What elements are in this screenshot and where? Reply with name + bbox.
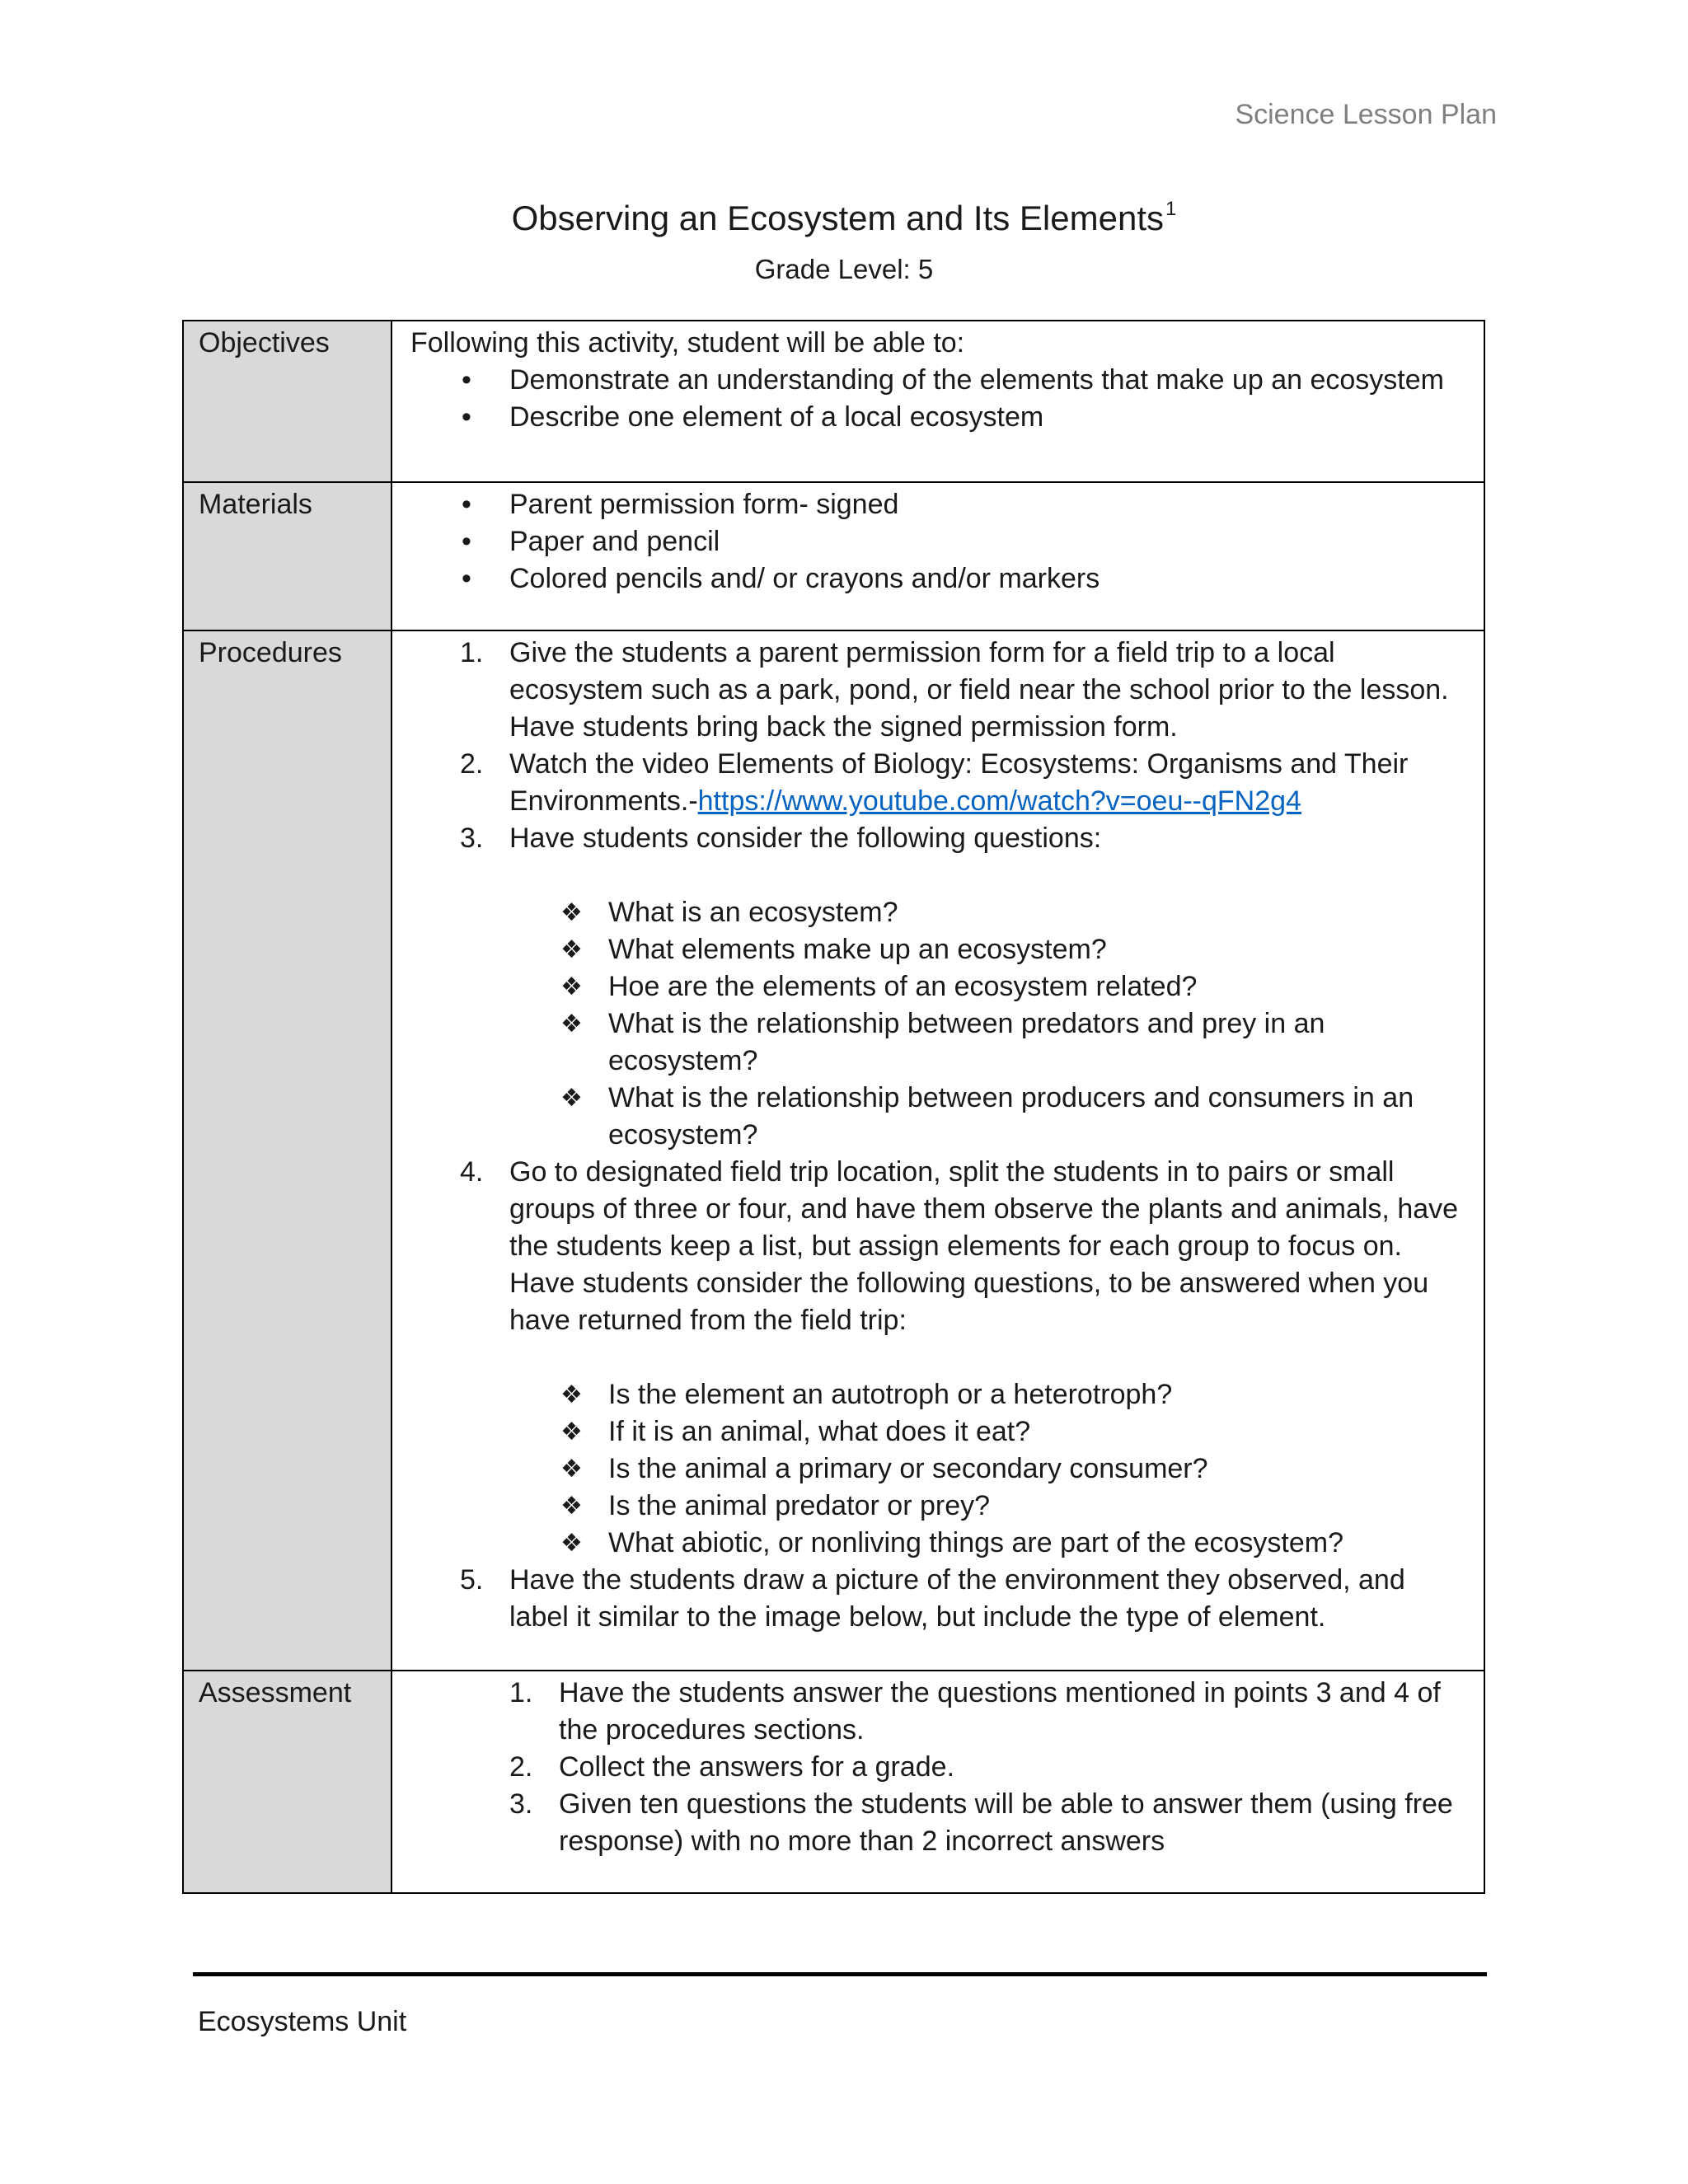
question-text: Is the animal predator or prey?	[608, 1490, 991, 1521]
diamond-bullet-icon: ❖	[560, 1085, 583, 1112]
diamond-bullet-icon: ❖	[560, 1493, 583, 1520]
question-item	[509, 1525, 1465, 1562]
procedure-step	[410, 820, 1465, 1154]
footnote-mark: 1	[1165, 198, 1177, 220]
question-item	[509, 1080, 1465, 1154]
running-footer: Ecosystems Unit	[198, 2006, 407, 2037]
list-item-text: Paper and pencil	[509, 526, 720, 557]
question-item	[509, 1005, 1465, 1080]
procedures-list	[410, 635, 1465, 1636]
objectives-row	[183, 321, 1484, 482]
question-text: What abiotic, or nonliving things are part of the ecosystem?	[608, 1527, 1344, 1558]
question-text: Is the animal a primary or secondary consumer?	[608, 1453, 1208, 1484]
step-number: 1.	[460, 637, 484, 668]
question-item	[509, 1376, 1465, 1413]
step-number: 3.	[460, 823, 484, 854]
step-number: 5.	[460, 1564, 484, 1596]
diamond-bullet-icon: ❖	[560, 973, 583, 1001]
diamond-bullet-icon: ❖	[560, 899, 583, 926]
running-header: Science Lesson Plan	[1235, 99, 1497, 130]
objectives-intro: Following this activity, student will be able to:	[410, 327, 965, 359]
bullet-dot: •	[462, 563, 471, 594]
bullet-dot: •	[462, 526, 471, 557]
assessment-step	[410, 1749, 1465, 1786]
objectives-list	[410, 362, 1465, 436]
question-item	[509, 1488, 1465, 1525]
assessment-row	[183, 1671, 1484, 1893]
procedure-step	[410, 1154, 1465, 1562]
question-item	[509, 931, 1465, 968]
assessment-label: Assessment	[183, 1671, 392, 1893]
list-item-text: Colored pencils and/ or crayons and/or markers	[509, 563, 1100, 594]
step-text: Have the students answer the questions mentioned in points 3 and 4 of the procedures sections.	[559, 1677, 1441, 1746]
diamond-bullet-icon: ❖	[560, 936, 583, 963]
step-text: Collect the answers for a grade.	[559, 1751, 955, 1783]
diamond-bullet-icon: ❖	[560, 1530, 583, 1557]
step-number: 2.	[509, 1751, 533, 1783]
step-text: Give the students a parent permission form for a field trip to a local ecosystem such as a park, pond, or field near the school prior to the lesson. Have students bring back the signed permission form.	[509, 637, 1449, 743]
procedure-step	[410, 746, 1465, 820]
question-item	[509, 968, 1465, 1005]
video-link[interactable]: https://www.youtube.com/watch?v=oeu--qFN2g4	[697, 785, 1301, 817]
diamond-bullet-icon: ❖	[560, 1010, 583, 1038]
step-number: 1.	[509, 1677, 533, 1708]
question-list	[509, 894, 1465, 1154]
procedure-step	[410, 1562, 1465, 1636]
lesson-plan-table	[182, 320, 1485, 1894]
question-text: What elements make up an ecosystem?	[608, 934, 1107, 965]
question-text: What is the relationship between producers and consumers in an ecosystem?	[608, 1082, 1414, 1151]
question-text: Hoe are the elements of an ecosystem related?	[608, 971, 1198, 1002]
procedure-step	[410, 635, 1465, 746]
bullet-dot: •	[462, 364, 471, 396]
question-text: If it is an animal, what does it eat?	[608, 1416, 1031, 1447]
question-item	[509, 894, 1465, 931]
step-number: 2.	[460, 748, 484, 780]
list-item-text: Parent permission form- signed	[509, 489, 899, 520]
list-item	[410, 399, 1465, 436]
materials-content	[392, 482, 1484, 630]
assessment-list	[410, 1675, 1465, 1860]
step-number: 4.	[460, 1156, 484, 1188]
step-text: Given ten questions the students will be able to answer them (using free response) with no more than 2 incorrect answers	[559, 1788, 1453, 1857]
footer-divider	[193, 1972, 1487, 1976]
question-text: What is the relationship between predators and prey in an ecosystem?	[608, 1008, 1325, 1076]
list-item	[410, 560, 1465, 598]
list-item-text: Demonstrate an understanding of the elements that make up an ecosystem	[509, 364, 1444, 396]
procedures-content	[392, 630, 1484, 1671]
bullet-dot: •	[462, 489, 471, 520]
question-item	[509, 1413, 1465, 1451]
assessment-step	[410, 1786, 1465, 1860]
assessment-step	[410, 1675, 1465, 1749]
diamond-bullet-icon: ❖	[560, 1381, 583, 1408]
step-text: Go to designated field trip location, split the students in to pairs or small groups of three or four, and have them observe the plants and animals, have the students keep a list, but assign elements for each group to focus on. Have students consider the following questions, to be answered when you have returned from the field trip:	[509, 1156, 1459, 1336]
diamond-bullet-icon: ❖	[560, 1455, 583, 1483]
objectives-label: Objectives	[183, 321, 392, 482]
step-text: Have the students draw a picture of the environment they observed, and label it similar to the image below, but include the type of element.	[509, 1564, 1405, 1633]
lesson-title	[0, 198, 1688, 238]
materials-label: Materials	[183, 482, 392, 630]
list-item	[410, 486, 1465, 523]
objectives-content	[392, 321, 1484, 482]
question-item	[509, 1451, 1465, 1488]
lesson-title-text: Observing an Ecosystem and Its Elements	[511, 199, 1164, 237]
question-text: What is an ecosystem?	[608, 897, 898, 928]
materials-row	[183, 482, 1484, 630]
list-item	[410, 523, 1465, 560]
materials-list	[410, 486, 1465, 598]
grade-level: Grade Level: 5	[754, 254, 934, 284]
list-item-text: Describe one element of a local ecosystem	[509, 401, 1044, 433]
step-text: Have students consider the following questions:	[509, 823, 1102, 854]
procedures-label: Procedures	[183, 630, 392, 1671]
question-text: Is the element an autotroph or a heterotroph?	[608, 1379, 1173, 1410]
step-number: 3.	[509, 1788, 533, 1820]
procedures-row	[183, 630, 1484, 1671]
list-item	[410, 362, 1465, 399]
bullet-dot: •	[462, 401, 471, 433]
step-text: Watch the video Elements of Biology: Ecosystems: Organisms and Their Environments.-	[509, 748, 1409, 817]
assessment-content	[392, 1671, 1484, 1893]
question-list	[509, 1376, 1465, 1562]
diamond-bullet-icon: ❖	[560, 1418, 583, 1446]
